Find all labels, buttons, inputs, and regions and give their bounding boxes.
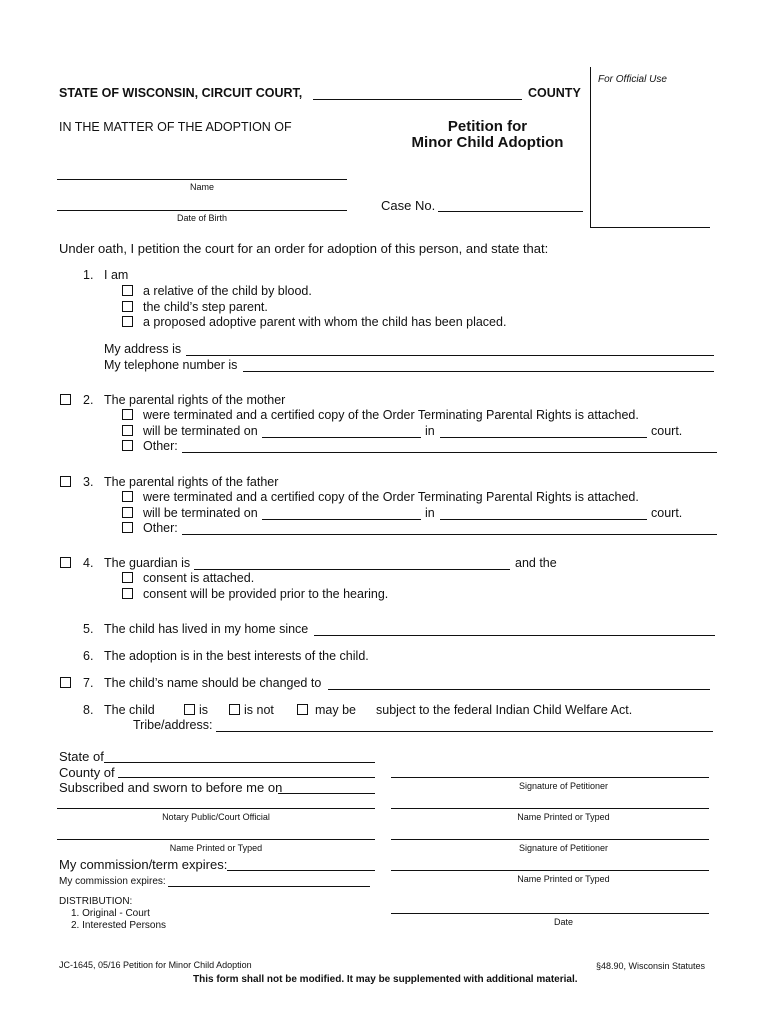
item1-relative-label: a relative of the child by blood.: [143, 284, 312, 298]
notary-state-field[interactable]: [104, 762, 375, 763]
notary-county: County of: [59, 765, 115, 780]
consent-later-checkbox[interactable]: [122, 588, 133, 599]
item3-checkbox[interactable]: [60, 476, 71, 487]
item7-number: 7.: [83, 676, 94, 690]
date-label: Date: [553, 917, 573, 927]
item5-number: 5.: [83, 622, 94, 636]
notary-official-label: Notary Public/Court Official: [162, 812, 270, 822]
item1-number: 1.: [83, 268, 94, 282]
item2-will-terminate-label: will be terminated on: [143, 424, 258, 438]
petitioner1-name-field[interactable]: [391, 808, 709, 809]
item1-stepparent-checkbox[interactable]: [122, 301, 133, 312]
item3-other-field[interactable]: [182, 534, 717, 535]
commission-label: My commission expires:: [59, 876, 166, 887]
statute-reference: §48.90, Wisconsin Statutes: [596, 961, 706, 971]
child-dob-field[interactable]: [57, 210, 347, 211]
distribution-item: 2. Interested Persons: [71, 920, 167, 931]
official-use-divider: [590, 227, 710, 228]
address-label: My address is: [104, 342, 182, 356]
form-notice: This form shall not be modified. It may be supplemented with additional material.: [193, 974, 578, 985]
item3-terminated-label: were terminated and a certified copy of the Order Terminating Parental Rights is attached.: [143, 490, 639, 504]
item4-and-the: and the: [515, 556, 557, 570]
distribution-title: DISTRIBUTION:: [59, 896, 133, 907]
item3-will-terminate-checkbox[interactable]: [122, 507, 133, 518]
item1-adoptive-checkbox[interactable]: [122, 316, 133, 327]
item4-number: 4.: [83, 556, 94, 570]
item3-in: in: [425, 506, 435, 520]
commission-term-label: My commission/term expires:: [59, 857, 228, 872]
name-label: Name: [189, 182, 214, 192]
icwa-may-be-label: may be: [315, 703, 356, 717]
item3-other-checkbox[interactable]: [122, 522, 133, 533]
guardian-field[interactable]: [194, 569, 510, 570]
notary-signature-field[interactable]: [57, 808, 375, 809]
county-label: COUNTY: [528, 86, 581, 100]
item3-court: court.: [651, 506, 683, 520]
item3-date-field[interactable]: [262, 519, 421, 520]
child-name-field[interactable]: [57, 179, 347, 180]
item3-text: The parental rights of the father: [104, 475, 279, 489]
intro-statement: Under oath, I petition the court for an order for adoption of this person, and state that:: [59, 241, 549, 256]
item3-court-field[interactable]: [440, 519, 647, 520]
item1-relative-checkbox[interactable]: [122, 285, 133, 296]
item2-court: court.: [651, 424, 683, 438]
phone-field[interactable]: [243, 371, 714, 372]
item3-will-terminate-label: will be terminated on: [143, 506, 258, 520]
item8-number: 8.: [83, 703, 94, 717]
icwa-is-label: is: [199, 703, 209, 717]
item2-court-field[interactable]: [440, 437, 647, 438]
item2-terminated-checkbox[interactable]: [122, 409, 133, 420]
notary-sworn: Subscribed and sworn to before me on: [59, 780, 283, 795]
consent-attached-label: consent is attached.: [143, 571, 255, 585]
item2-other-checkbox[interactable]: [122, 440, 133, 451]
item2-checkbox[interactable]: [60, 394, 71, 405]
tribe-label: Tribe/address:: [133, 718, 213, 732]
case-no-field[interactable]: [438, 211, 583, 212]
address-field[interactable]: [186, 355, 714, 356]
petitioner1-signature-label: Signature of Petitioner: [518, 781, 609, 791]
item2-date-field[interactable]: [262, 437, 421, 438]
item2-will-terminate-checkbox[interactable]: [122, 425, 133, 436]
icwa-is-not-label: is not: [244, 703, 274, 717]
commission-field[interactable]: [168, 886, 370, 887]
notary-name-field[interactable]: [57, 839, 375, 840]
item2-terminated-label: were terminated and a certified copy of the Order Terminating Parental Rights is attached.: [143, 408, 639, 422]
dob-label: Date of Birth: [176, 213, 228, 223]
icwa-is-not-checkbox[interactable]: [229, 704, 240, 715]
petitioner2-name-field[interactable]: [391, 870, 709, 871]
petitioner2-signature-field[interactable]: [391, 839, 709, 840]
item2-number: 2.: [83, 393, 94, 407]
distribution-item: 1. Original - Court: [71, 908, 150, 919]
item7-checkbox[interactable]: [60, 677, 71, 688]
adoption-matter: IN THE MATTER OF THE ADOPTION OF: [59, 120, 292, 134]
item2-in: in: [425, 424, 435, 438]
item3-terminated-checkbox[interactable]: [122, 491, 133, 502]
lived-since-field[interactable]: [314, 635, 715, 636]
item2-text: The parental rights of the mother: [104, 393, 286, 407]
item5-text: The child has lived in my home since: [104, 622, 309, 636]
petitioner2-name-label: Name Printed or Typed: [517, 874, 610, 884]
item3-number: 3.: [83, 475, 94, 489]
official-use-box: [590, 67, 591, 227]
consent-later-label: consent will be provided prior to the hearing.: [143, 587, 389, 601]
icwa-subject-text: subject to the federal Indian Child Welfare Act.: [376, 703, 633, 717]
item3-other-label: Other:: [143, 521, 178, 535]
new-name-field[interactable]: [328, 689, 710, 690]
petitioner1-name-label: Name Printed or Typed: [517, 812, 610, 822]
form-title-1: Petition for: [447, 118, 528, 135]
commission-term-field[interactable]: [227, 870, 375, 871]
item2-other-field[interactable]: [182, 452, 717, 453]
item8-text: The child: [104, 703, 155, 717]
tribe-field[interactable]: [216, 731, 713, 732]
item6-number: 6.: [83, 649, 94, 663]
item4-checkbox[interactable]: [60, 557, 71, 568]
phone-label: My telephone number is: [104, 358, 238, 372]
date-field[interactable]: [391, 913, 709, 914]
notary-printed-label: Name Printed or Typed: [169, 843, 263, 853]
item6-text: The adoption is in the best interests of the child.: [104, 649, 369, 663]
item2-other-label: Other:: [143, 439, 178, 453]
consent-attached-checkbox[interactable]: [122, 572, 133, 583]
item1-stepparent-label: the child’s step parent.: [143, 300, 268, 314]
notary-state: State of: [59, 749, 104, 764]
notary-date-field[interactable]: [278, 793, 375, 794]
petitioner2-signature-label: Signature of Petitioner: [518, 843, 609, 853]
icwa-is-checkbox[interactable]: [184, 704, 195, 715]
notary-county-field[interactable]: [118, 777, 375, 778]
form-id: JC-1645, 05/16 Petition for Minor Child Adoption: [59, 960, 252, 970]
item4-text: The guardian is: [104, 556, 191, 570]
item1-text: I am: [104, 268, 129, 282]
county-field[interactable]: [313, 99, 522, 100]
petitioner1-signature-field[interactable]: [391, 777, 709, 778]
icwa-may-be-checkbox[interactable]: [297, 704, 308, 715]
official-use-label: For Official Use: [598, 74, 667, 85]
case-no-label: Case No.: [381, 198, 436, 213]
item1-adoptive-label: a proposed adoptive parent with whom the child has been placed.: [143, 315, 507, 329]
court-heading: STATE OF WISCONSIN, CIRCUIT COURT,: [59, 86, 303, 100]
item7-text: The child’s name should be changed to: [104, 676, 322, 690]
form-title-2: Minor Child Adoption: [411, 134, 564, 151]
